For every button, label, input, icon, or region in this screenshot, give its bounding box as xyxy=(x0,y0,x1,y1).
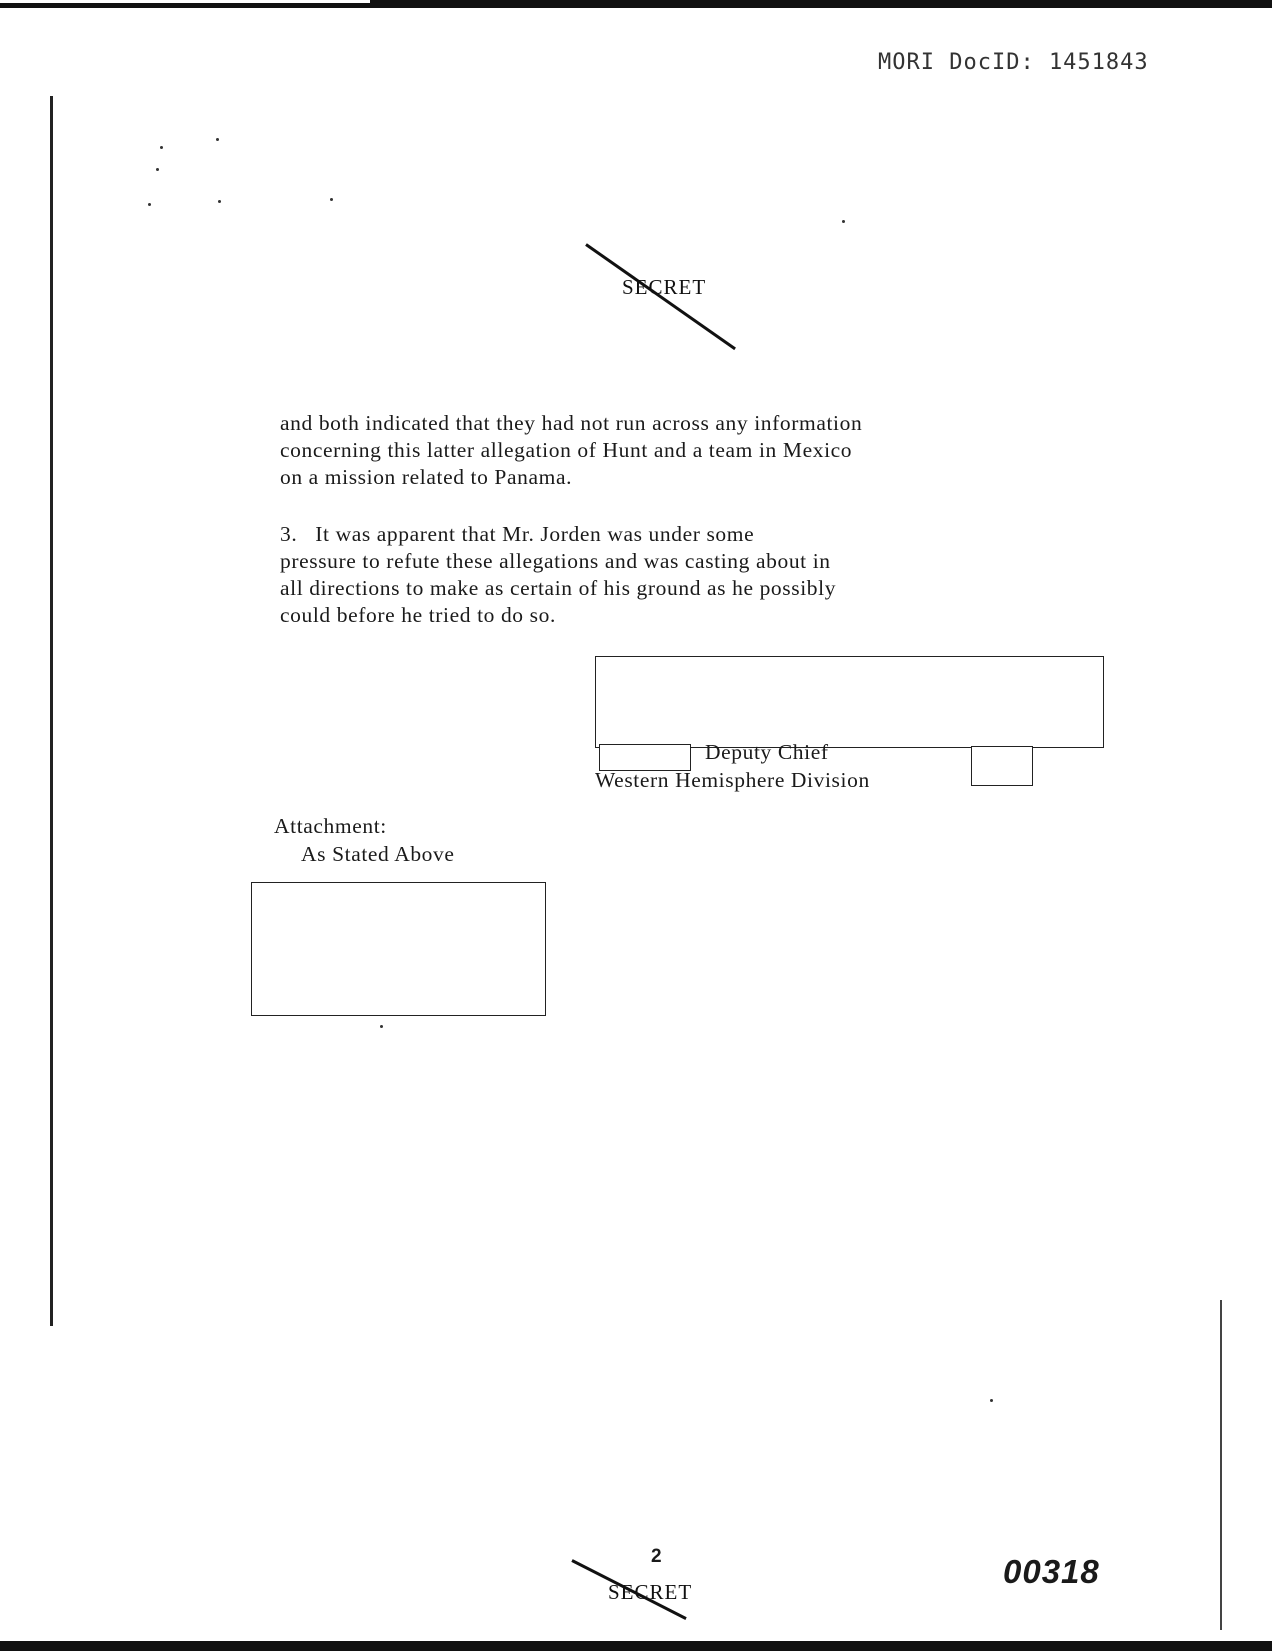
signer-division: Western Hemisphere Division xyxy=(595,768,870,792)
redacted-marking xyxy=(971,746,1033,786)
right-scan-edge xyxy=(1220,1300,1222,1630)
redacted-signature-block xyxy=(595,656,1104,748)
paragraph-number: 3. xyxy=(280,522,298,546)
paragraph-3-text: It was apparent that Mr. Jorden was under some pressure to refute these allegations and was casting about in all directions to make as certain of his ground as he possibly could before he tried to do so. xyxy=(280,522,837,627)
redacted-name xyxy=(599,744,691,771)
page-number: 2 xyxy=(651,1546,662,1567)
attachment-label: Attachment: xyxy=(274,814,387,838)
attachment-value: As Stated Above xyxy=(301,842,455,866)
memo-body xyxy=(280,410,1040,629)
scan-speck xyxy=(156,168,159,171)
paragraph-3 xyxy=(280,521,1040,629)
paragraph-continuation: and both indicated that they had not run across any information concerning this latter allegation of Hunt and a team in Mexico on a mission related to Panama. xyxy=(280,411,863,489)
classification-marking-bottom: SECRET xyxy=(608,1580,693,1604)
scan-speck xyxy=(842,220,845,223)
top-scan-border-gap xyxy=(0,0,370,3)
redacted-distribution-block xyxy=(251,882,546,1016)
bottom-scan-border xyxy=(0,1641,1272,1651)
scan-speck xyxy=(218,200,221,203)
scan-speck xyxy=(990,1399,993,1402)
document-number: 00318 xyxy=(1003,1553,1100,1590)
scan-speck xyxy=(160,146,163,149)
left-scan-edge xyxy=(50,96,53,1326)
scan-speck xyxy=(148,203,151,206)
scan-speck xyxy=(216,138,219,141)
document-id: MORI DocID: 1451843 xyxy=(878,50,1149,75)
scan-speck xyxy=(380,1025,383,1028)
scan-speck xyxy=(330,198,333,201)
classification-marking-top: SECRET xyxy=(622,275,707,299)
signer-title: Deputy Chief xyxy=(705,740,829,764)
